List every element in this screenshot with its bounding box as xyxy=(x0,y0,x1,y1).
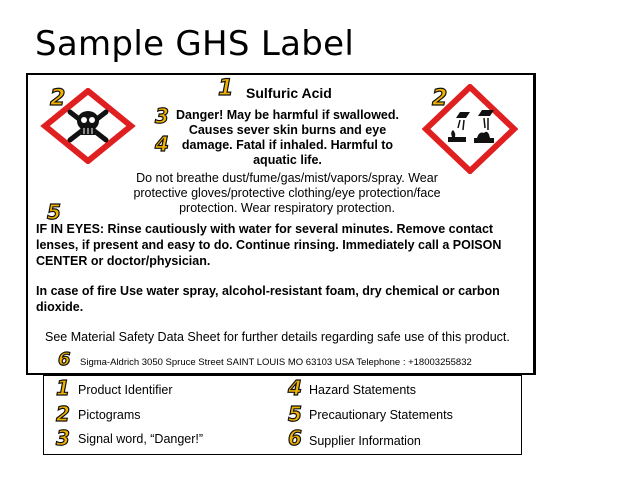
callout-number-product: 1 xyxy=(218,76,234,101)
legend-number: 3 xyxy=(56,426,70,450)
legend-item-supplier-information: Supplier Information xyxy=(309,434,421,448)
legend-item-signal-word: Signal word, “Danger!” xyxy=(78,432,204,446)
legend-item-pictograms: Pictograms xyxy=(78,408,141,422)
legend-number: 6 xyxy=(288,426,302,450)
callout-number-supplier: 6 xyxy=(58,349,71,370)
hazard-statement-line: Causes sever skin burns and eye xyxy=(188,123,387,137)
callout-number-precaution: 5 xyxy=(47,200,61,224)
legend-number: 4 xyxy=(288,376,302,400)
signal-word-statement: Danger! May be harmful if swallowed. xyxy=(176,108,399,122)
legend-number: 2 xyxy=(56,402,70,426)
callout-number-pictogram-right: 2 xyxy=(432,86,448,111)
corrosion-icon xyxy=(422,84,518,174)
fire-instruction-line: dioxide. xyxy=(36,300,84,314)
supplier-information: Sigma-Aldrich 3050 Spruce Street SAINT LOUIS MO 63103 USA Telephone : +18003255832 xyxy=(80,357,472,368)
fire-instruction-line: In case of fire Use water spray, alcohol-resistant foam, dry chemical or carbon xyxy=(36,284,500,298)
hazard-statement-line: aquatic life. xyxy=(253,153,322,167)
callout-number-signal-word: 3 xyxy=(155,104,169,128)
eyes-instruction-line: lenses, if present and easy to do. Continue rinsing. Immediately call a POISON xyxy=(36,238,502,252)
legend-number: 1 xyxy=(56,376,70,400)
precaution-line: protection. Wear respiratory protection. xyxy=(179,201,395,215)
product-identifier: Sulfuric Acid xyxy=(246,85,332,101)
msds-note: See Material Safety Data Sheet for further details regarding safe use of this product. xyxy=(45,330,510,344)
legend-item-hazard-statements: Hazard Statements xyxy=(309,383,416,397)
eyes-instruction-line: CENTER or doctor/physician. xyxy=(36,254,211,268)
eyes-instruction-line: IF IN EYES: Rinse cautiously with water for several minutes. Remove contact xyxy=(36,222,494,236)
hazard-statement-line: damage. Fatal if inhaled. Harmful to xyxy=(181,138,394,152)
precaution-line: Do not breathe dust/fume/gas/mist/vapors/spray. Wear xyxy=(136,171,438,185)
callout-number-pictogram-left: 2 xyxy=(50,86,66,111)
legend-item-precautionary-statements: Precautionary Statements xyxy=(309,408,453,422)
legend-item-product-identifier: Product Identifier xyxy=(78,383,173,397)
legend-number: 5 xyxy=(288,402,302,426)
callout-number-hazard: 4 xyxy=(155,132,169,156)
precaution-line: protective gloves/protective clothing/eye protection/face xyxy=(133,186,441,200)
slide-title: Sample GHS Label xyxy=(35,24,355,64)
skull-and-crossbones-icon xyxy=(40,88,136,164)
